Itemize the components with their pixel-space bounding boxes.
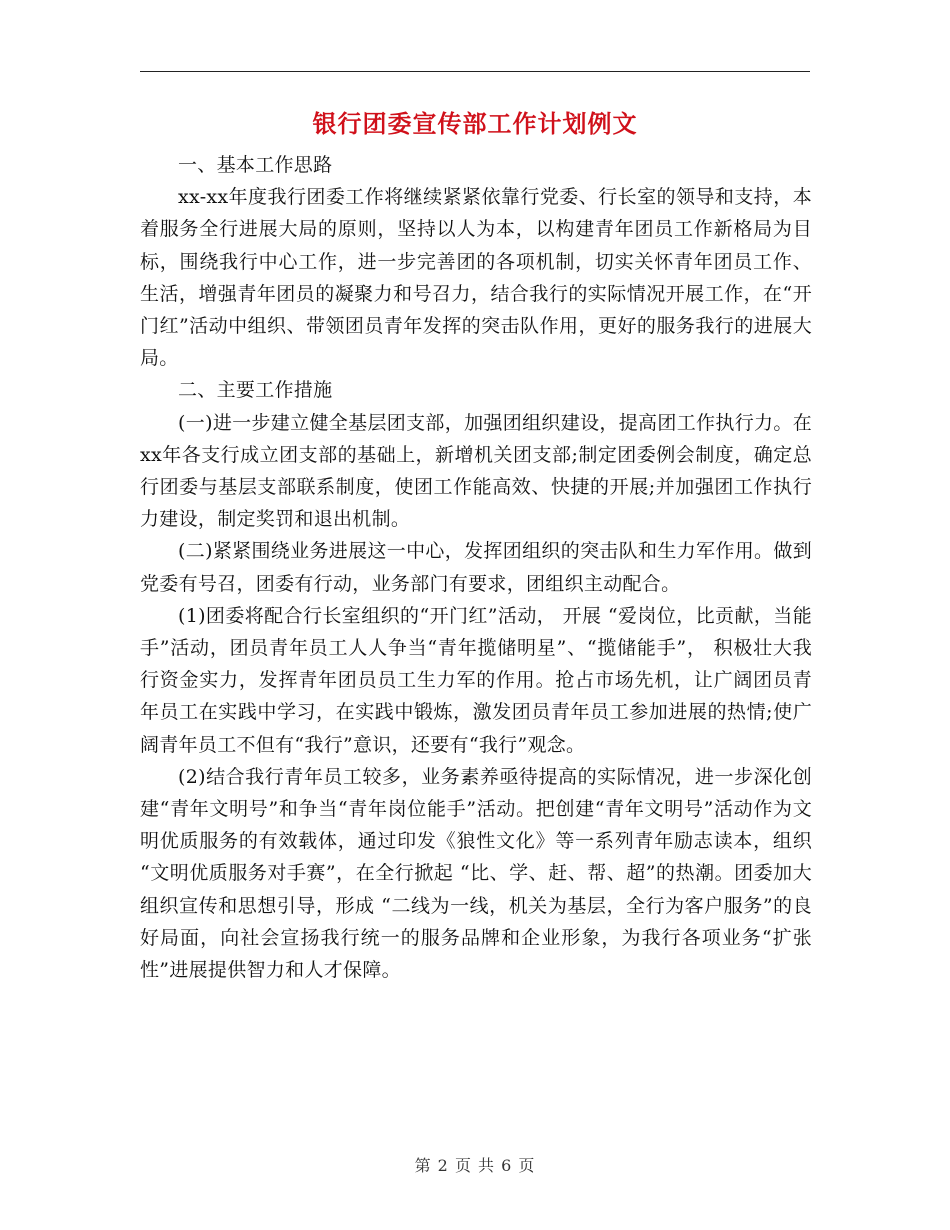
- section-heading-main-measures: 二、主要工作措施: [178, 379, 333, 402]
- document-title: 银行团委宣传部工作计划例文: [312, 109, 638, 138]
- paragraph-item-2: (2)结合我行青年员工较多，业务素养亟待提高的实际情况，进一步深化创建“青年文明号”和争当“青年岗位能手”活动。把创建“青年文明号”活动作为文明优质服务的有效载体，通过印发《狼性文化》等一系列青年励志读本，组织 “文明优质服务对手赛”，在全行掀起 “比、学、赶、帮、超”的热潮。团委加大组织宣传和思想引导，形成 “二线为一线，机关为基层，全行为客户服务”的良好局面，向社会宣扬我行统一的服务品牌和企业形象，为我行各项业务“扩张性”进展提供智力和人才保障。: [140, 765, 812, 982]
- document-body: [140, 149, 812, 986]
- paragraph-basic-approach: xx-xx年度我行团委工作将继续紧紧依靠行党委、行长室的领导和支持，本着服务全行进展大局的原则，坚持以人为本，以构建青年团员工作新格局为目标，围绕我行中心工作，进一步完善团的各项机制，切实关怀青年团员工作、生活，增强青年团员的凝聚力和号召力，结合我行的实际情况开展工作，在“开门红”活动中组织、带领团员青年发挥的突击队作用，更好的服务我行的进展大局。: [140, 186, 812, 370]
- paragraph-item-1: (1)团委将配合行长室组织的“开门红”活动， 开展 “爱岗位，比贡献，当能手”活动，团员青年员工人人争当“青年揽储明星”、“揽储能手”， 积极壮大我行资金实力，发挥青年团员员工生力军的作用。抢占市场先机，让广阔团员青年员工在实践中学习，在实践中锻炼，激发团员青年员工参加进展的热情;使广阔青年员工不但有“我行”意识，还要有“我行”观念。: [140, 604, 812, 756]
- section-heading-basic-approach: 一、基本工作思路: [178, 154, 333, 176]
- paragraph-measure-2: (二)紧紧围绕业务进展这一中心，发挥团组织的突击队和生力军作用。做到党委有号召，团委有行动，业务部门有要求，团组织主动配合。: [140, 540, 812, 595]
- page-number: 第 2 页 共 6 页: [414, 1156, 536, 1175]
- paragraph-measure-1: (一)进一步建立健全基层团支部，加强团组织建设，提高团工作执行力。在xx年各支行成立团支部的基础上，新增机关团支部;制定团委例会制度，确定总行团委与基层支部联系制度，使团工作能高效、快捷的开展;并加强团工作执行力建设，制定奖罚和退出机制。: [140, 411, 812, 531]
- header-rule: [140, 71, 810, 72]
